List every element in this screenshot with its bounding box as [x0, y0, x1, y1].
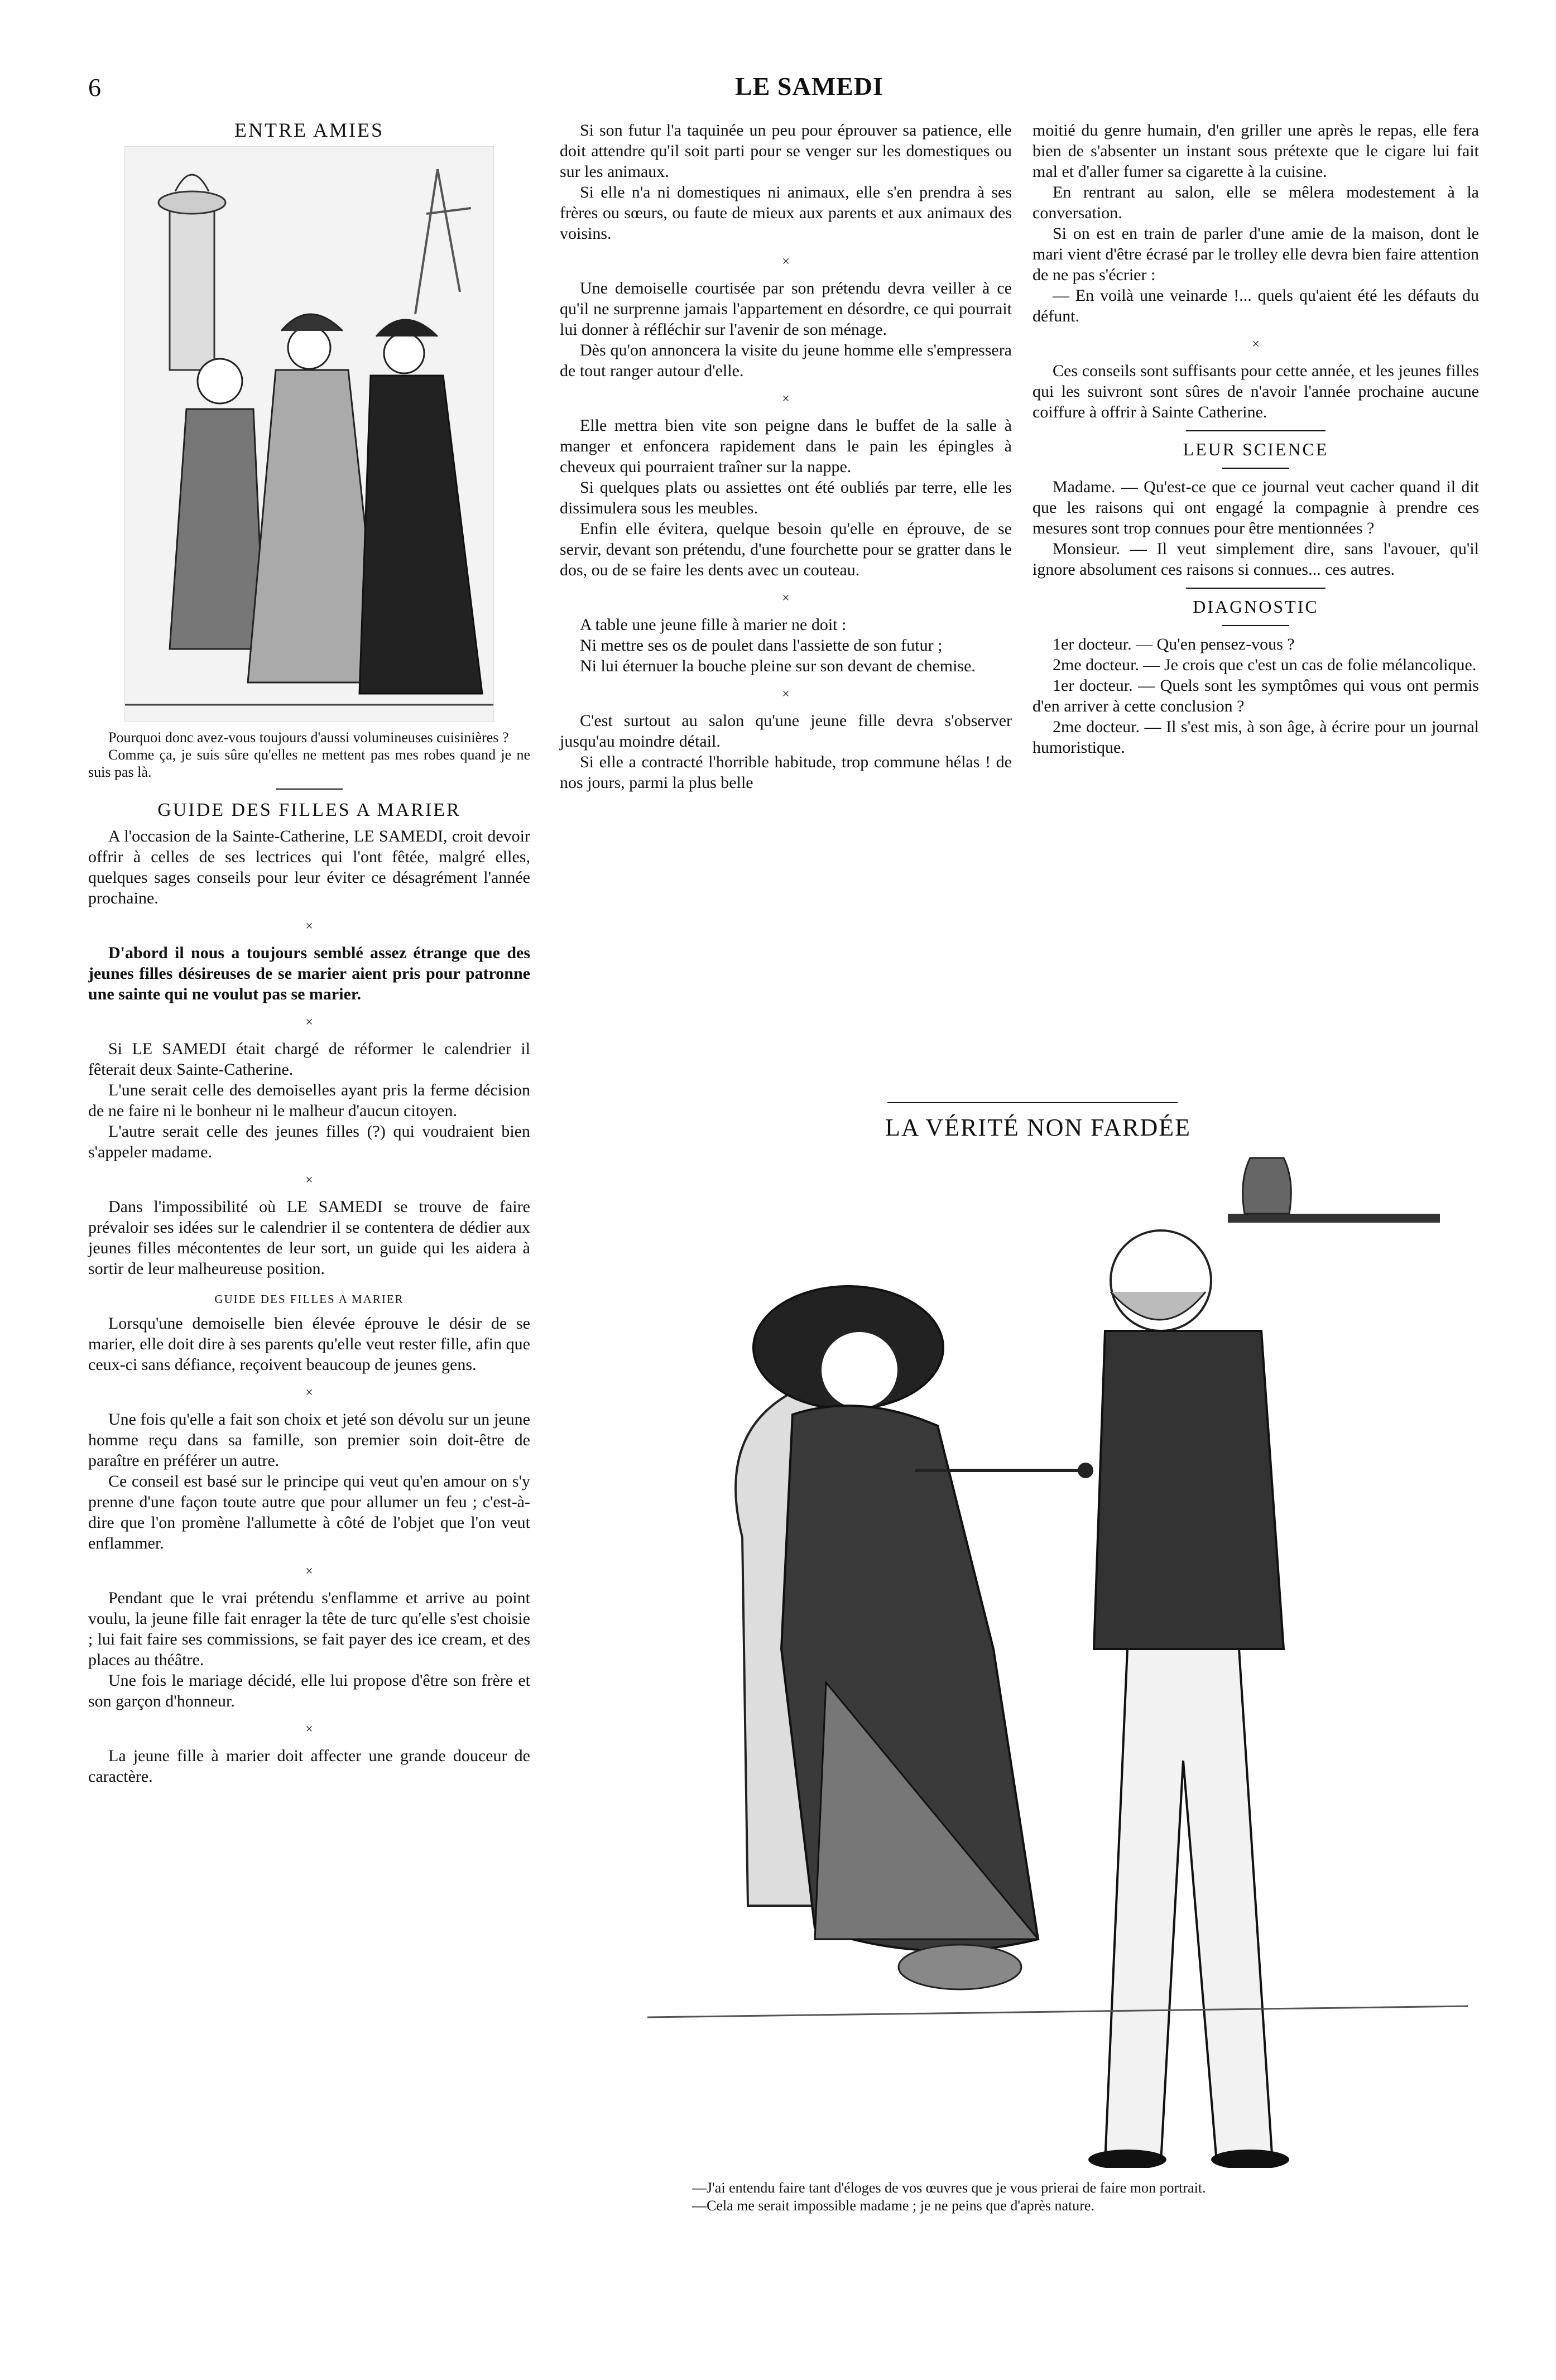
guide-paragraph: Si son futur l'a taquinée un peu pour éprouver sa patience, elle doit attendre qu'il soit parti pour se venger sur les domestiques ou sur les animaux.: [560, 121, 1012, 181]
separator: ×: [305, 1722, 313, 1737]
diagnostic-paragraph: 2me docteur. — Il s'est mis, à son âge, à écrire pour un journal humoristique.: [1032, 718, 1479, 757]
verite-title: LA VÉRITÉ NON FARDÉE: [885, 1114, 1192, 1141]
entre-amies-illustration: [124, 146, 494, 722]
divider: [1222, 468, 1289, 469]
column-1: [88, 120, 530, 1787]
guide-paragraph: La jeune fille à marier doit affecter une grande douceur de caractère.: [88, 1747, 530, 1786]
entre-amies-title: ENTRE AMIES: [234, 119, 384, 141]
guide-paragraph: C'est surtout au salon qu'une jeune fille devra s'observer jusqu'au moindre détail.: [560, 711, 1012, 751]
guide-paragraph: D'abord il nous a toujours semblé assez étrange que des jeunes filles désireuses de se marier aient pris pour patronne une sainte qui ne voulut pas se marier.: [88, 944, 530, 1003]
guide-paragraph: Si quelques plats ou assiettes ont été oubliés par terre, elle les dissimulera sous les meubles.: [560, 478, 1012, 517]
separator: ×: [782, 254, 790, 269]
diagnostic-paragraph: 1er docteur. — Quels sont les symptômes qui vous ont permis d'en arriver à cette conclusion ?: [1032, 676, 1479, 715]
guide-title: GUIDE DES FILLES A MARIER: [157, 800, 461, 820]
guide-paragraph: Si elle n'a ni domestiques ni animaux, elle s'en prendra à ses frères ou sœurs, ou faute de mieux aux parents et aux animaux des voisins.: [560, 183, 1012, 243]
guide-paragraph: Une fois qu'elle a fait son choix et jeté son dévolu sur un jeune homme reçu dans sa famille, son premier soin doit-être de paraître en préférer un autre.: [88, 1410, 530, 1470]
separator: ×: [782, 392, 790, 406]
guide-paragraph: — En voilà une veinarde !... quels qu'aient été les défauts du défunt.: [1032, 286, 1479, 325]
guide-paragraph: Pendant que le vrai prétendu s'enflamme et arrive au point voulu, la jeune fille fait enrager la tête de turc qu'elle s'est choisie ; lui fait faire ses commissions, se fait payer des ice cream, et des places au théâtre.: [88, 1589, 530, 1669]
guide-paragraph: A table une jeune fille à marier ne doit :: [580, 616, 847, 634]
guide-paragraph: En rentrant au salon, elle se mêlera modestement à la conversation.: [1032, 183, 1479, 222]
separator: ×: [305, 919, 313, 934]
separator: ×: [305, 1564, 313, 1579]
separator: ×: [782, 591, 790, 605]
guide-paragraph: L'autre serait celle des jeunes filles (?) qui voudraient bien s'appeler madame.: [88, 1122, 530, 1161]
guide-paragraph: Elle mettra bien vite son peigne dans le buffet de la salle à manger et enfoncera rapidement dans le pain les épingles à cheveux qui pourraient traîner sur la nappe.: [560, 416, 1012, 476]
divider: [276, 788, 343, 790]
divider: [1186, 430, 1326, 431]
entre-amies-caption-2: Comme ça, je suis sûre qu'elles ne mettent pas mes robes quand je ne suis pas là.: [88, 747, 530, 780]
guide-paragraph: Enfin elle évitera, quelque besoin qu'elle en éprouve, de se servir, devant son prétendu, d'une fourchette pour se gratter dans le dos, ou de se faire les dents avec un couteau.: [560, 520, 1012, 579]
separator: ×: [305, 1386, 313, 1400]
guide-paragraph: moitié du genre humain, d'en griller une après le repas, elle fera bien de s'absenter un instant sous prétexte que le cigare lui fait mal et d'aller fumer sa cigarette à la cuisine.: [1032, 121, 1479, 181]
verite-illustration: [647, 1147, 1468, 2168]
masthead-title: LE SAMEDI: [735, 72, 883, 100]
leur-science-paragraph: Madame. — Qu'est-ce que ce journal veut cacher quand il dit que les raisons qui ont engagé la compagnie à prendre ces mesures sont trop connues pour être mentionnées ?: [1032, 478, 1479, 537]
separator: ×: [305, 1173, 313, 1187]
guide-paragraph: A l'occasion de la Sainte-Catherine, LE SAMEDI, croit devoir offrir à celles de ses lectrices qui l'ont fêtée, malgré elles, quelques sages conseils pour leur éviter ce désagrément l'année prochaine.: [88, 827, 530, 907]
guide-paragraph: Ni lui éternuer la bouche pleine sur son devant de chemise.: [580, 657, 976, 675]
page-number: 6: [88, 73, 101, 102]
diagnostic-title: DIAGNOSTIC: [1193, 597, 1319, 617]
verite-caption-line: —J'ai entendu faire tant d'éloges de vos œuvres que je vous prierai de faire mon portrait.: [692, 2180, 1206, 2196]
verite-caption-line: —Cela me serait impossible madame ; je ne peins que d'après nature.: [692, 2198, 1094, 2214]
guide-paragraph: Une demoiselle courtisée par son prétendu devra veiller à ce qu'il ne surprenne jamais l'appartement en désordre, ce qui pourrait lui donner à réfléchir sur l'avenir de son ménage.: [560, 279, 1012, 339]
divider: [1186, 588, 1326, 589]
entre-amies-caption-1: Pourquoi donc avez-vous toujours d'aussi volumineuses cuisinières ?: [108, 729, 509, 746]
guide-paragraph: L'une serait celle des demoiselles ayant pris la ferme décision de ne faire ni le bonheur ni le malheur d'aucun citoyen.: [88, 1081, 530, 1120]
divider: [887, 1102, 1178, 1103]
guide-paragraph: Ni mettre ses os de poulet dans l'assiette de son futur ;: [580, 636, 943, 655]
guide-paragraph: Si on est en train de parler d'une amie de la maison, dont le mari vient d'être écrasé par le trolley elle devra bien faire attention de ne pas s'écrier :: [1032, 224, 1479, 284]
guide-paragraph: Ces conseils sont suffisants pour cette année, et les jeunes filles qui les suivront sont sûres de n'avoir l'année prochaine aucune coiffure à offrir à Sainte Catherine.: [1032, 362, 1479, 421]
separator: ×: [1252, 337, 1260, 352]
diagnostic-paragraph: 2me docteur. — Je crois que c'est un cas de folie mélancolique.: [1053, 656, 1477, 674]
separator: ×: [782, 687, 790, 701]
guide-paragraph: Si LE SAMEDI était chargé de réformer le calendrier il fêterait deux Sainte-Catherine.: [88, 1040, 530, 1079]
guide-paragraph: Lorsqu'une demoiselle bien élevée éprouve le désir de se marier, elle doit dire à ses parents qu'elle veut rester fille, afin que ceux-ci sans défiance, reçoivent beaucoup de jeunes gens.: [88, 1314, 530, 1374]
guide-paragraph: Ce conseil est basé sur le principe qui veut qu'en amour on s'y prenne d'une façon toute autre que pour allumer un feu ; c'est-à-dire que l'on promène l'allumette à côté de l'objet que l'on veut enflammer.: [88, 1472, 530, 1552]
guide-paragraph: Une fois le mariage décidé, elle lui propose d'être son frère et son garçon d'honneur.: [88, 1671, 530, 1710]
leur-science-title: LEUR SCIENCE: [1183, 439, 1329, 459]
guide-paragraph: Si elle a contracté l'horrible habitude, trop commune hélas ! de nos jours, parmi la plus belle: [560, 753, 1012, 792]
leur-science-paragraph: Monsieur. — Il veut simplement dire, sans l'avouer, qu'il ignore absolument ces raisons si connues... ces autres.: [1032, 540, 1479, 579]
column-2: [560, 120, 1012, 793]
guide-paragraph: Dans l'impossibilité où LE SAMEDI se trouve de faire prévaloir ses idées sur le calendrier il se contentera de dédier aux jeunes filles mécontentes de leur sort, un guide qui les aidera à sortir de leur malheureuse position.: [88, 1198, 530, 1278]
verite-caption: [692, 2179, 1473, 2215]
divider: [1222, 625, 1289, 626]
separator: ×: [305, 1015, 313, 1030]
column-3: [1032, 120, 1479, 758]
diagnostic-paragraph: 1er docteur. — Qu'en pensez-vous ?: [1053, 635, 1295, 653]
guide-subtitle: GUIDE DES FILLES A MARIER: [214, 1292, 404, 1306]
guide-paragraph: Dès qu'on annoncera la visite du jeune homme elle s'empressera de tout ranger autour d'elle.: [560, 341, 1012, 380]
